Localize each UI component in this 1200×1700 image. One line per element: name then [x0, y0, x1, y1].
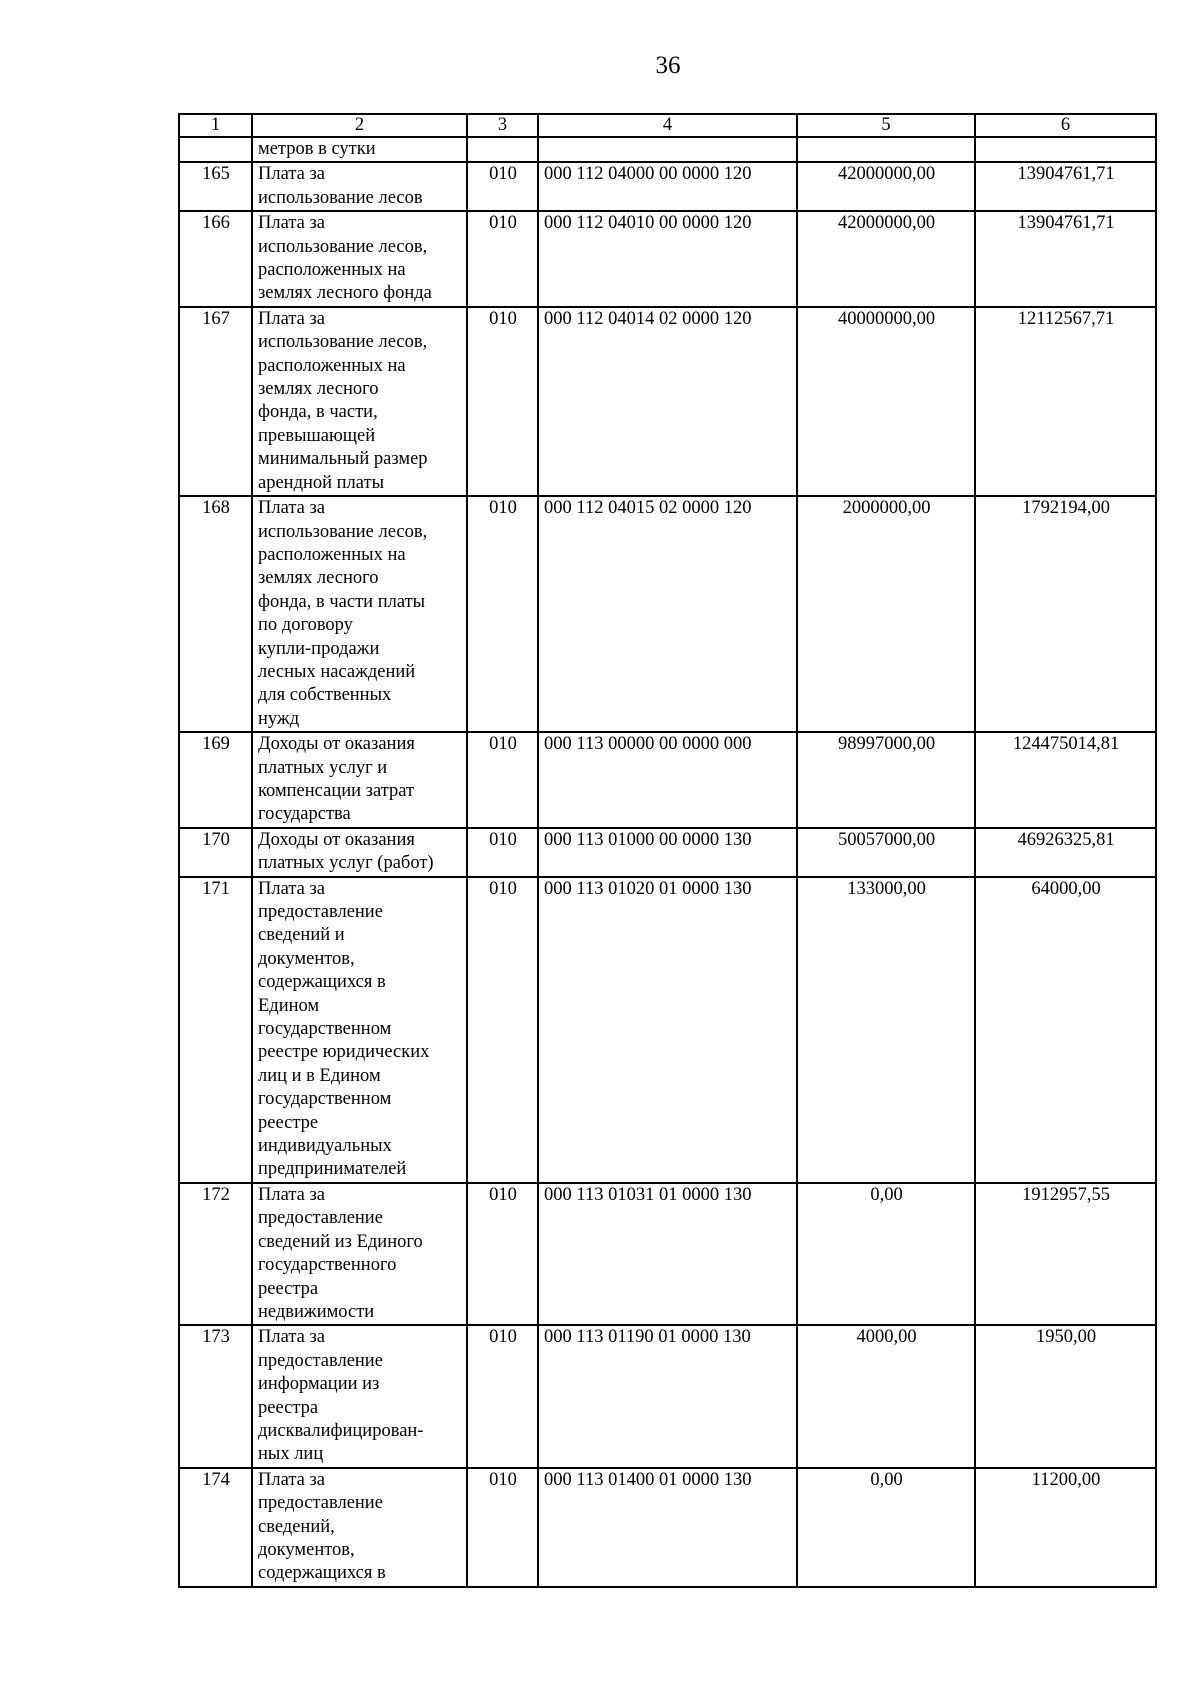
row-name-line: предоставление	[258, 902, 383, 922]
row-name-line: расположенных на	[258, 355, 406, 376]
row-name-line: лесных насаждений	[258, 661, 416, 682]
row-fact: 1792194,00	[975, 496, 1156, 732]
row-name-line: содержащихся в	[258, 1563, 386, 1584]
row-name-line: реестра	[258, 1278, 319, 1299]
row-name-line: фонда, в части,	[258, 402, 378, 423]
row-number: 167	[179, 307, 252, 496]
table-row	[179, 496, 1156, 732]
header-cell: 6	[975, 114, 1156, 137]
table-row	[179, 877, 1156, 1183]
row-name-line: землях лесного	[258, 568, 379, 589]
header-cell: 3	[467, 114, 538, 137]
row-name-line: компенсации затрат	[258, 780, 415, 801]
row-name-line: нужд	[258, 708, 300, 729]
row-name-line: использование лесов,	[258, 521, 428, 542]
row-name-line: содержащихся в	[258, 972, 386, 993]
row-fact: 13904761,71	[975, 162, 1156, 211]
row-name	[252, 828, 467, 877]
row-kbk: 000 113 01000 00 0000 130	[538, 828, 797, 877]
row-name-line: расположенных на	[258, 544, 406, 565]
row-number: 173	[179, 1325, 252, 1467]
row-plan: 133000,00	[797, 877, 975, 1183]
row-code: 010	[467, 828, 538, 877]
row-name-line: Едином	[258, 995, 320, 1016]
row-number: 168	[179, 496, 252, 732]
row-number: 165	[179, 162, 252, 211]
row-name-line: для собственных	[258, 685, 392, 706]
row-name-line: Плата за	[258, 1469, 325, 1490]
row-name-line: использование лесов,	[258, 236, 428, 257]
row-name	[252, 1183, 467, 1325]
row-name-line: государственном	[258, 1019, 392, 1040]
row-kbk: 000 113 00000 00 0000 000	[538, 732, 797, 828]
row-name-line: реестре	[258, 1112, 319, 1133]
row-kbk: 000 112 04015 02 0000 120	[538, 496, 797, 732]
row-name-line: информации из	[258, 1374, 380, 1395]
row-fact: 12112567,71	[975, 307, 1156, 496]
row-fact: 1912957,55	[975, 1183, 1156, 1325]
row-name-line: сведений,	[258, 1516, 335, 1537]
table-row	[179, 211, 1156, 307]
row-name-line: предоставление	[258, 1350, 383, 1371]
row-name-line: Плата за	[258, 164, 325, 185]
row-code: 010	[467, 877, 538, 1183]
row-code: 010	[467, 1325, 538, 1467]
row-fact: 11200,00	[975, 1468, 1156, 1587]
row-code: 010	[467, 496, 538, 732]
row-name-line: купли-продажи	[258, 638, 380, 659]
row-name-line: превышающей	[258, 425, 376, 446]
row-number: 169	[179, 732, 252, 828]
row-name-line: индивидуальных	[258, 1136, 392, 1157]
row-name	[252, 877, 467, 1183]
row-name-line: сведений из Единого	[258, 1231, 423, 1252]
table-row	[179, 828, 1156, 877]
row-plan: 40000000,00	[797, 307, 975, 496]
page-number: 36	[655, 52, 681, 79]
row-name-line: использование лесов,	[258, 332, 428, 353]
row-code: 010	[467, 1183, 538, 1325]
row-code: 010	[467, 162, 538, 211]
header-cell: 2	[252, 114, 467, 137]
row-name-line: лиц и в Едином	[258, 1065, 381, 1086]
row-name-line: Плата за	[258, 1327, 325, 1348]
row-name	[252, 1325, 467, 1467]
row-name-line: минимальный размер	[258, 449, 428, 470]
row-code: 010	[467, 1468, 538, 1587]
row-name-line: Плата за	[258, 213, 325, 234]
continuation-row	[179, 137, 1156, 162]
row-name-line: предоставление	[258, 1208, 383, 1229]
row-name-line: государственном	[258, 1089, 392, 1110]
row-name-line: Плата за	[258, 878, 325, 899]
row-name-line: платных услуг и	[258, 757, 388, 778]
row-plan: 0,00	[797, 1183, 975, 1325]
row-number: 174	[179, 1468, 252, 1587]
row-name	[252, 1468, 467, 1587]
row-fact: 1950,00	[975, 1325, 1156, 1467]
row-name-line: сведений и	[258, 925, 345, 946]
table-row	[179, 162, 1156, 211]
row-name-line: Плата за	[258, 498, 325, 519]
row-number: 170	[179, 828, 252, 877]
row-plan: 42000000,00	[797, 162, 975, 211]
row-name-line: документов,	[258, 948, 355, 969]
row-name-line: расположенных на	[258, 260, 406, 281]
row-name-line: документов,	[258, 1539, 355, 1560]
row-kbk: 000 112 04010 00 0000 120	[538, 211, 797, 307]
row-kbk: 000 112 04000 00 0000 120	[538, 162, 797, 211]
row-name-line: реестре юридических	[258, 1042, 430, 1063]
row-fact: 13904761,71	[975, 211, 1156, 307]
row-name-line: государства	[258, 804, 351, 825]
row-fact: 64000,00	[975, 877, 1156, 1183]
row-code: 010	[467, 732, 538, 828]
row-name-line: использование лесов	[258, 187, 423, 208]
row-name-line: по договору	[258, 615, 353, 636]
row-number: 171	[179, 877, 252, 1183]
header-cell: 1	[179, 114, 252, 137]
row-name-line: землях лесного фонда	[258, 283, 432, 304]
table-row	[179, 732, 1156, 828]
row-name-line: Доходы от оказания	[258, 734, 415, 755]
row-kbk: 000 113 01400 01 0000 130	[538, 1468, 797, 1587]
table-row	[179, 1183, 1156, 1325]
row-plan: 0,00	[797, 1468, 975, 1587]
row-plan: 50057000,00	[797, 828, 975, 877]
row-kbk: 000 113 01031 01 0000 130	[538, 1183, 797, 1325]
row-name-line: Доходы от оказания	[258, 829, 415, 850]
row-name-line: недвижимости	[258, 1301, 375, 1322]
row-kbk: 000 113 01020 01 0000 130	[538, 877, 797, 1183]
row-name	[252, 211, 467, 307]
continuation-text: метров в сутки	[252, 137, 467, 162]
table-row	[179, 307, 1156, 496]
row-name-line: землях лесного	[258, 379, 379, 400]
row-name-line: арендной платы	[258, 472, 385, 493]
row-name-line: ных лиц	[258, 1444, 324, 1465]
row-name-line: предоставление	[258, 1493, 383, 1514]
row-name-line: реестра	[258, 1397, 319, 1418]
row-plan: 4000,00	[797, 1325, 975, 1467]
row-name	[252, 496, 467, 732]
row-name	[252, 732, 467, 828]
header-cell: 5	[797, 114, 975, 137]
row-plan: 2000000,00	[797, 496, 975, 732]
row-name	[252, 307, 467, 496]
budget-table	[178, 113, 1157, 1588]
header-row	[179, 114, 1156, 137]
row-name-line: предпринимателей	[258, 1159, 407, 1180]
table-row	[179, 1468, 1156, 1587]
table-row	[179, 1325, 1156, 1467]
row-code: 010	[467, 307, 538, 496]
row-plan: 42000000,00	[797, 211, 975, 307]
row-fact: 46926325,81	[975, 828, 1156, 877]
row-name	[252, 162, 467, 211]
row-name-line: дисквалифицирован-	[258, 1420, 424, 1441]
header-cell: 4	[538, 114, 797, 137]
row-fact: 124475014,81	[975, 732, 1156, 828]
row-name-line: фонда, в части платы	[258, 591, 426, 612]
row-name-line: Плата за	[258, 1184, 325, 1205]
row-number: 172	[179, 1183, 252, 1325]
row-plan: 98997000,00	[797, 732, 975, 828]
row-name-line: Плата за	[258, 308, 325, 329]
row-number: 166	[179, 211, 252, 307]
row-kbk: 000 112 04014 02 0000 120	[538, 307, 797, 496]
row-name-line: государственного	[258, 1255, 397, 1276]
row-name-line: платных услуг (работ)	[258, 853, 434, 874]
row-kbk: 000 113 01190 01 0000 130	[538, 1325, 797, 1467]
row-code: 010	[467, 211, 538, 307]
